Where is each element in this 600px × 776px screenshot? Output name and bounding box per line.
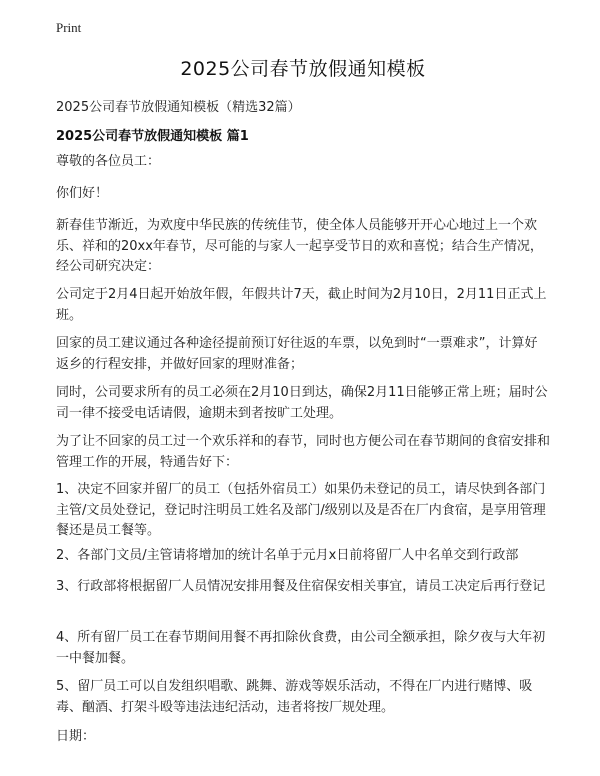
paragraph-return-requirement: 同时，公司要求所有的员工必须在2月10日到达，确保2月11日能够正常上班；届时公司一律不接受电话请假，逾期未到者按旷工处理。	[56, 385, 548, 421]
paragraph-intro: 新春佳节渐近，为欢度中华民族的传统佳节，使全体人员能够开开心心地过上一个欢乐、祥和的20xx年春节，尽可能的与家人一起享受节日的欢和喜悦；结合生产情况，经公司研究决定：	[56, 218, 543, 274]
list-item-2: 2、各部门文员/主管请将增加的统计名单于元月x日前将留厂人中名单交到行政部	[56, 548, 519, 563]
section-heading: 2025公司春节放假通知模板 篇1	[56, 129, 249, 144]
list-item-4: 4、所有留厂员工在春节期间用餐不再扣除伙食费，由公司全额承担，除夕夜与大年初一中餐加餐。	[56, 630, 546, 666]
paragraph-travel-advice: 回家的员工建议通过各种途径提前预订好往返的车票，以免到时“一票难求”，计算好返乡的行程安排，并做好回家的理财准备；	[56, 336, 538, 372]
date-label: 日期：	[56, 729, 96, 744]
paragraph-holiday-dates: 公司定于2月4日起开始放年假，年假共计7天，截止时间为2月10日，2月11日正式上班。	[56, 287, 547, 323]
document-title: 2025公司春节放假通知模板	[180, 58, 426, 80]
paragraph-arrangements: 为了让不回家的员工过一个欢乐祥和的春节，同时也方便公司在春节期间的食宿安排和管理工作的开展，特通告好下：	[56, 434, 551, 470]
list-item-1: 1、决定不回家并留厂的员工（包括外宿员工）如果仍未登记的员工，请尽快到各部门主管/文员处登记，登记时注明员工姓名及部门/级别以及是否在厂内食宿，是享用管理餐还是员工餐等。	[56, 482, 546, 538]
print-link[interactable]: Print	[56, 20, 82, 35]
salutation: 尊敬的各位员工：	[56, 154, 161, 169]
list-item-5: 5、留厂员工可以自发组织唱歌、跳舞、游戏等娱乐活动，不得在厂内进行赌博、吸毒、酗酒、打架斗殴等违法违纪活动，违者将按厂规处理。	[56, 679, 533, 715]
greeting: 你们好！	[56, 186, 109, 201]
document-subtitle: 2025公司春节放假通知模板（精选32篇）	[56, 100, 301, 115]
list-item-3: 3、行政部将根据留厂人员情况安排用餐及住宿保安相关事宜，请员工决定后再行登记	[56, 579, 546, 594]
